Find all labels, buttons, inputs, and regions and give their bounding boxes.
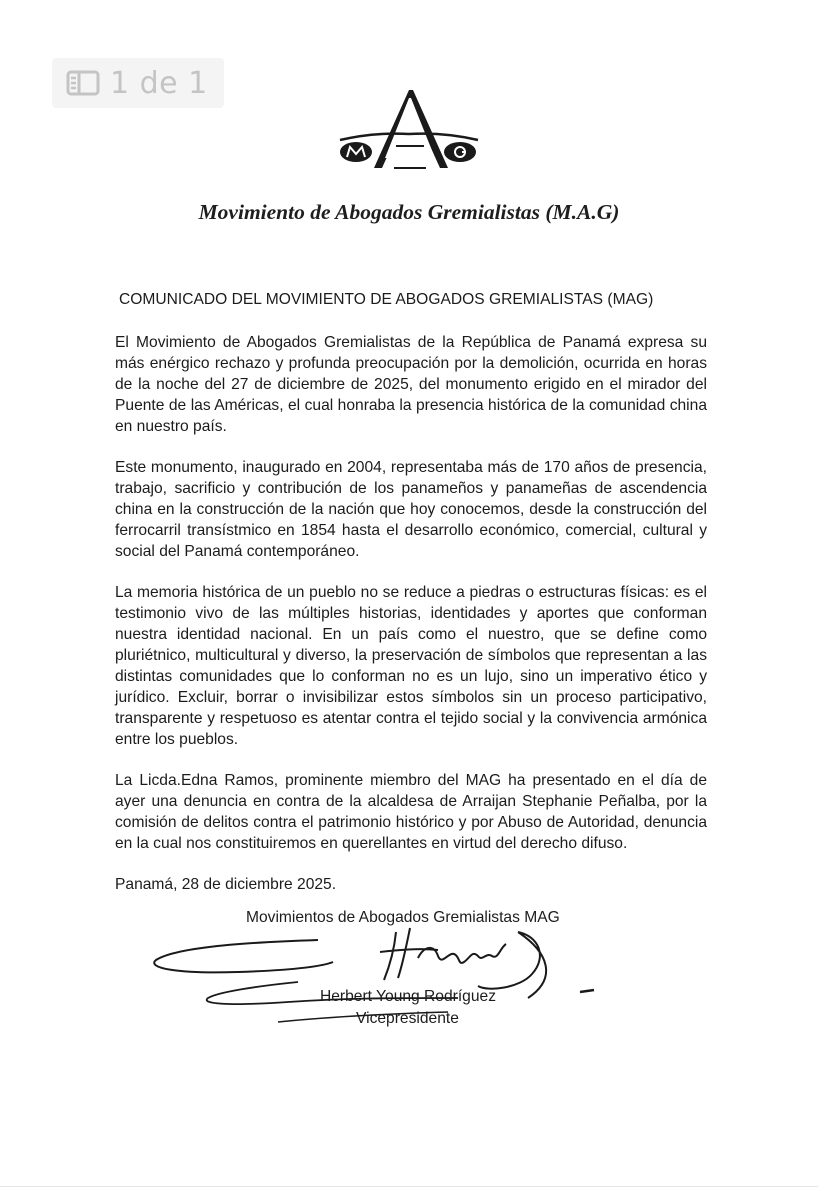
document-body <box>115 332 707 915</box>
signer-title: Vicepresidente <box>356 1010 459 1027</box>
paragraph-4: La Licda.Edna Ramos, prominente miembro del MAG ha presentado en el día de ayer una denuncia en contra de la alcaldesa de Arraijan Stephanie Peñalba, por la comisión de delitos contra el patrimonio histórico y por Abuso de Autoridad, denuncia en la cual nos constituiremos en querellantes en virtud del derecho difuso. <box>115 772 707 852</box>
organization-name: Movimiento de Abogados Gremialistas (M.A.G) <box>198 200 620 224</box>
document-heading: COMUNICADO DEL MOVIMIENTO DE ABOGADOS GREMIALISTAS (MAG) <box>119 291 654 308</box>
paragraph-2: Este monumento, inaugurado en 2004, representaba más de 170 años de presencia, trabajo, sacrificio y contribución de los panameños y panameñas de ascendencia china en la construcción de la nación que hoy conocemos, desde la construcción del ferrocarril transístmico en 1854 hasta el desarrollo económico, comercial, cultural y social del Panamá contemporáneo. <box>115 459 707 560</box>
signature-organization: Movimientos de Abogados Gremialistas MAG <box>246 909 560 926</box>
page-bottom-divider <box>0 1186 818 1187</box>
mag-logo <box>334 88 484 174</box>
signer-name: Herbert Young Rodríguez <box>320 988 496 1005</box>
page-indicator[interactable] <box>52 58 224 108</box>
paragraph-1: El Movimiento de Abogados Gremialistas de la República de Panamá expresa su más enérgico rechazo y profunda preocupación por la demolición, ocurrida en horas de la noche del 27 de diciembre de 2025, del monumento erigido en el mirador del Puente de las Américas, el cual honraba la presencia histórica de la comunidad china en nuestro país. <box>115 334 707 435</box>
date-line: Panamá, 28 de diciembre 2025. <box>115 876 337 893</box>
page-indicator-text: 1 de 1 <box>110 65 208 101</box>
sidebar-pages-icon <box>66 70 100 96</box>
paragraph-3: La memoria histórica de un pueblo no se reduce a piedras o estructuras físicas: es el testimonio vivo de las múltiples historias, identidades y aportes que conforman nuestra identidad nacional. En un país como el nuestro, que se define como pluriétnico, multicultural y diverso, la preservación de símbolos que representan a las distintas comunidades que lo conforman no es un lujo, sino un imperativo ético y jurídico. Excluir, borrar o invisibilizar estos símbolos sin un proceso participativo, transparente y respetuoso es atentar contra el tejido social y la convivencia armónica entre los pueblos. <box>115 584 707 748</box>
